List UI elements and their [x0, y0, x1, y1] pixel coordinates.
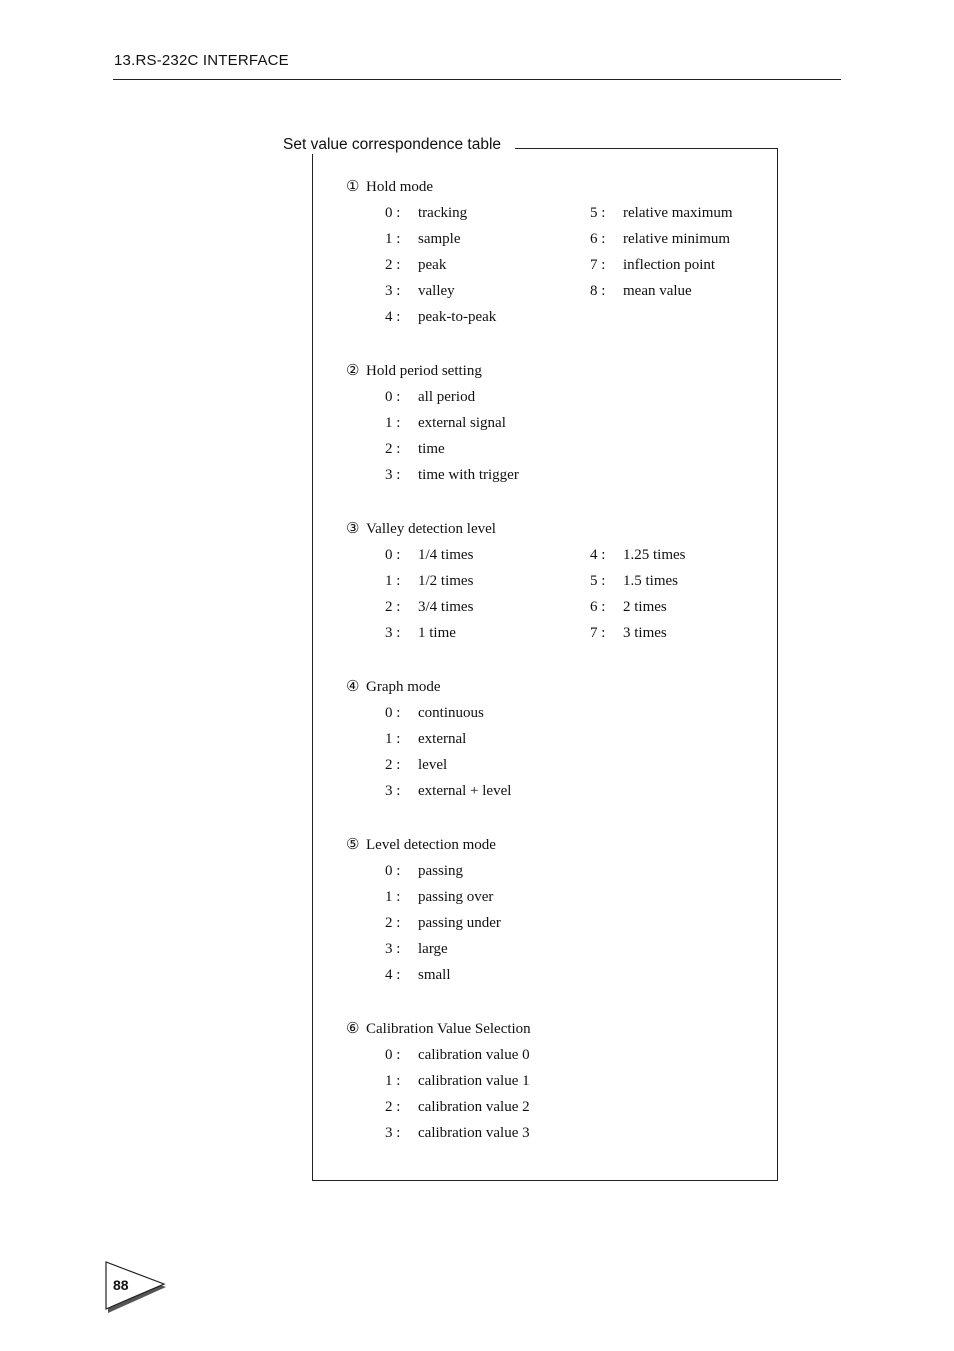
- option-code: 8 :: [590, 283, 606, 299]
- option-code: 0 :: [385, 547, 401, 563]
- option-item: [385, 462, 519, 488]
- option-row: [346, 936, 766, 962]
- option-code: 0 :: [385, 205, 401, 221]
- option-row: [346, 410, 766, 436]
- option-code: 3 :: [385, 467, 401, 483]
- section-heading: [346, 516, 766, 542]
- option-item: [385, 304, 496, 330]
- option-label: all period: [418, 389, 476, 405]
- option-item: [385, 278, 455, 304]
- option-item: [385, 752, 447, 778]
- option-label: tracking: [418, 205, 468, 221]
- option-row: [346, 304, 766, 330]
- option-code: 4 :: [590, 547, 606, 563]
- option-label: 1.5 times: [623, 573, 678, 589]
- page-number: 88: [113, 1277, 129, 1293]
- option-code: 6 :: [590, 231, 606, 247]
- option-item: [385, 858, 463, 884]
- option-code: 1 :: [385, 1073, 401, 1089]
- option-row: [346, 962, 766, 988]
- option-label: 3 times: [623, 625, 667, 641]
- option-code: 7 :: [590, 625, 606, 641]
- option-row: [346, 726, 766, 752]
- option-code: 0 :: [385, 389, 401, 405]
- option-item: [385, 200, 467, 226]
- section-heading: [346, 1016, 766, 1042]
- option-code: 0 :: [385, 1047, 401, 1063]
- header-divider: [113, 79, 841, 80]
- section-title: Hold period setting: [366, 363, 482, 379]
- option-item: [385, 936, 448, 962]
- option-item: [590, 278, 692, 304]
- option-label: passing over: [418, 889, 494, 905]
- option-row: [346, 910, 766, 936]
- option-row: [346, 620, 766, 646]
- option-label: calibration value 3: [418, 1125, 530, 1141]
- option-item: [590, 226, 730, 252]
- section: [346, 358, 766, 488]
- table-content: [346, 174, 766, 1174]
- option-label: 2 times: [623, 599, 667, 615]
- option-item: [385, 620, 456, 646]
- option-item: [590, 620, 667, 646]
- option-label: calibration value 0: [418, 1047, 530, 1063]
- option-row: [346, 594, 766, 620]
- option-item: [590, 200, 733, 226]
- option-label: external + level: [418, 783, 512, 799]
- page-header-title: 13.RS-232C INTERFACE: [114, 52, 289, 69]
- option-item: [385, 1094, 530, 1120]
- option-item: [590, 594, 667, 620]
- option-row: [346, 200, 766, 226]
- option-item: [385, 226, 461, 252]
- option-code: 3 :: [385, 1125, 401, 1141]
- option-item: [385, 1120, 530, 1146]
- option-row: [346, 462, 766, 488]
- option-code: 1 :: [385, 231, 401, 247]
- option-code: 2 :: [385, 599, 401, 615]
- option-item: [590, 542, 686, 568]
- section-title: Hold mode: [366, 179, 434, 195]
- option-item: [385, 568, 473, 594]
- option-label: time with trigger: [418, 467, 519, 483]
- option-item: [590, 568, 678, 594]
- option-row: [346, 1042, 766, 1068]
- option-row: [346, 778, 766, 804]
- option-label: passing under: [418, 915, 501, 931]
- option-row: [346, 542, 766, 568]
- option-code: 4 :: [385, 309, 401, 325]
- section: [346, 1016, 766, 1146]
- option-label: 1/2 times: [418, 573, 474, 589]
- option-label: 3/4 times: [418, 599, 474, 615]
- section-title: Calibration Value Selection: [366, 1021, 531, 1037]
- option-row: [346, 278, 766, 304]
- option-row: [346, 858, 766, 884]
- option-code: 1 :: [385, 573, 401, 589]
- section-title: Valley detection level: [366, 521, 496, 537]
- section-number: ④: [346, 679, 360, 695]
- option-row: [346, 252, 766, 278]
- option-code: 3 :: [385, 783, 401, 799]
- option-label: relative minimum: [623, 231, 731, 247]
- option-row: [346, 700, 766, 726]
- option-item: [385, 436, 445, 462]
- option-row: [346, 1068, 766, 1094]
- section-number: ①: [346, 179, 360, 195]
- option-label: mean value: [623, 283, 692, 299]
- option-item: [385, 384, 475, 410]
- option-label: external signal: [418, 415, 506, 431]
- option-item: [385, 1042, 530, 1068]
- section-heading: [346, 358, 766, 384]
- option-code: 4 :: [385, 967, 401, 983]
- section-heading: [346, 832, 766, 858]
- option-label: small: [418, 967, 451, 983]
- option-row: [346, 884, 766, 910]
- option-code: 1 :: [385, 889, 401, 905]
- option-label: peak-to-peak: [418, 309, 497, 325]
- option-item: [385, 726, 466, 752]
- option-label: passing: [418, 863, 463, 879]
- option-label: 1/4 times: [418, 547, 474, 563]
- option-item: [385, 910, 501, 936]
- section-number: ⑥: [346, 1021, 360, 1037]
- option-item: [385, 410, 506, 436]
- option-code: 2 :: [385, 757, 401, 773]
- option-label: calibration value 2: [418, 1099, 530, 1115]
- section-heading: [346, 674, 766, 700]
- option-code: 3 :: [385, 283, 401, 299]
- section: [346, 174, 766, 330]
- option-row: [346, 568, 766, 594]
- option-label: calibration value 1: [418, 1073, 530, 1089]
- option-label: relative maximum: [623, 205, 733, 221]
- option-label: level: [418, 757, 448, 773]
- option-label: external: [418, 731, 467, 747]
- option-code: 2 :: [385, 257, 401, 273]
- option-row: [346, 1094, 766, 1120]
- option-label: valley: [418, 283, 455, 299]
- option-label: 1.25 times: [623, 547, 686, 563]
- section: [346, 832, 766, 988]
- option-item: [385, 594, 473, 620]
- option-label: time: [418, 441, 445, 457]
- option-row: [346, 752, 766, 778]
- option-label: inflection point: [623, 257, 716, 273]
- option-code: 7 :: [590, 257, 606, 273]
- option-code: 3 :: [385, 625, 401, 641]
- option-row: [346, 436, 766, 462]
- option-code: 2 :: [385, 1099, 401, 1115]
- option-item: [385, 252, 446, 278]
- option-row: [346, 384, 766, 410]
- section-title: Graph mode: [366, 679, 441, 695]
- option-label: peak: [418, 257, 447, 273]
- option-label: continuous: [418, 705, 484, 721]
- section: [346, 516, 766, 646]
- option-item: [385, 884, 493, 910]
- option-code: 1 :: [385, 731, 401, 747]
- option-label: large: [418, 941, 448, 957]
- option-code: 2 :: [385, 441, 401, 457]
- option-label: 1 time: [418, 625, 456, 641]
- option-code: 3 :: [385, 941, 401, 957]
- option-code: 0 :: [385, 863, 401, 879]
- section-title: Level detection mode: [366, 837, 496, 853]
- option-label: sample: [418, 231, 461, 247]
- option-code: 1 :: [385, 415, 401, 431]
- section-number: ⑤: [346, 837, 360, 853]
- option-code: 0 :: [385, 705, 401, 721]
- option-code: 2 :: [385, 915, 401, 931]
- option-item: [385, 962, 451, 988]
- option-item: [385, 542, 473, 568]
- section-number: ②: [346, 363, 360, 379]
- option-item: [385, 778, 511, 804]
- table-title: Set value correspondence table: [278, 136, 515, 154]
- option-item: [385, 700, 484, 726]
- option-item: [590, 252, 715, 278]
- option-row: [346, 226, 766, 252]
- option-item: [385, 1068, 530, 1094]
- section-number: ③: [346, 521, 360, 537]
- section-heading: [346, 174, 766, 200]
- section: [346, 674, 766, 804]
- option-row: [346, 1120, 766, 1146]
- option-code: 5 :: [590, 205, 606, 221]
- option-code: 6 :: [590, 599, 606, 615]
- option-code: 5 :: [590, 573, 606, 589]
